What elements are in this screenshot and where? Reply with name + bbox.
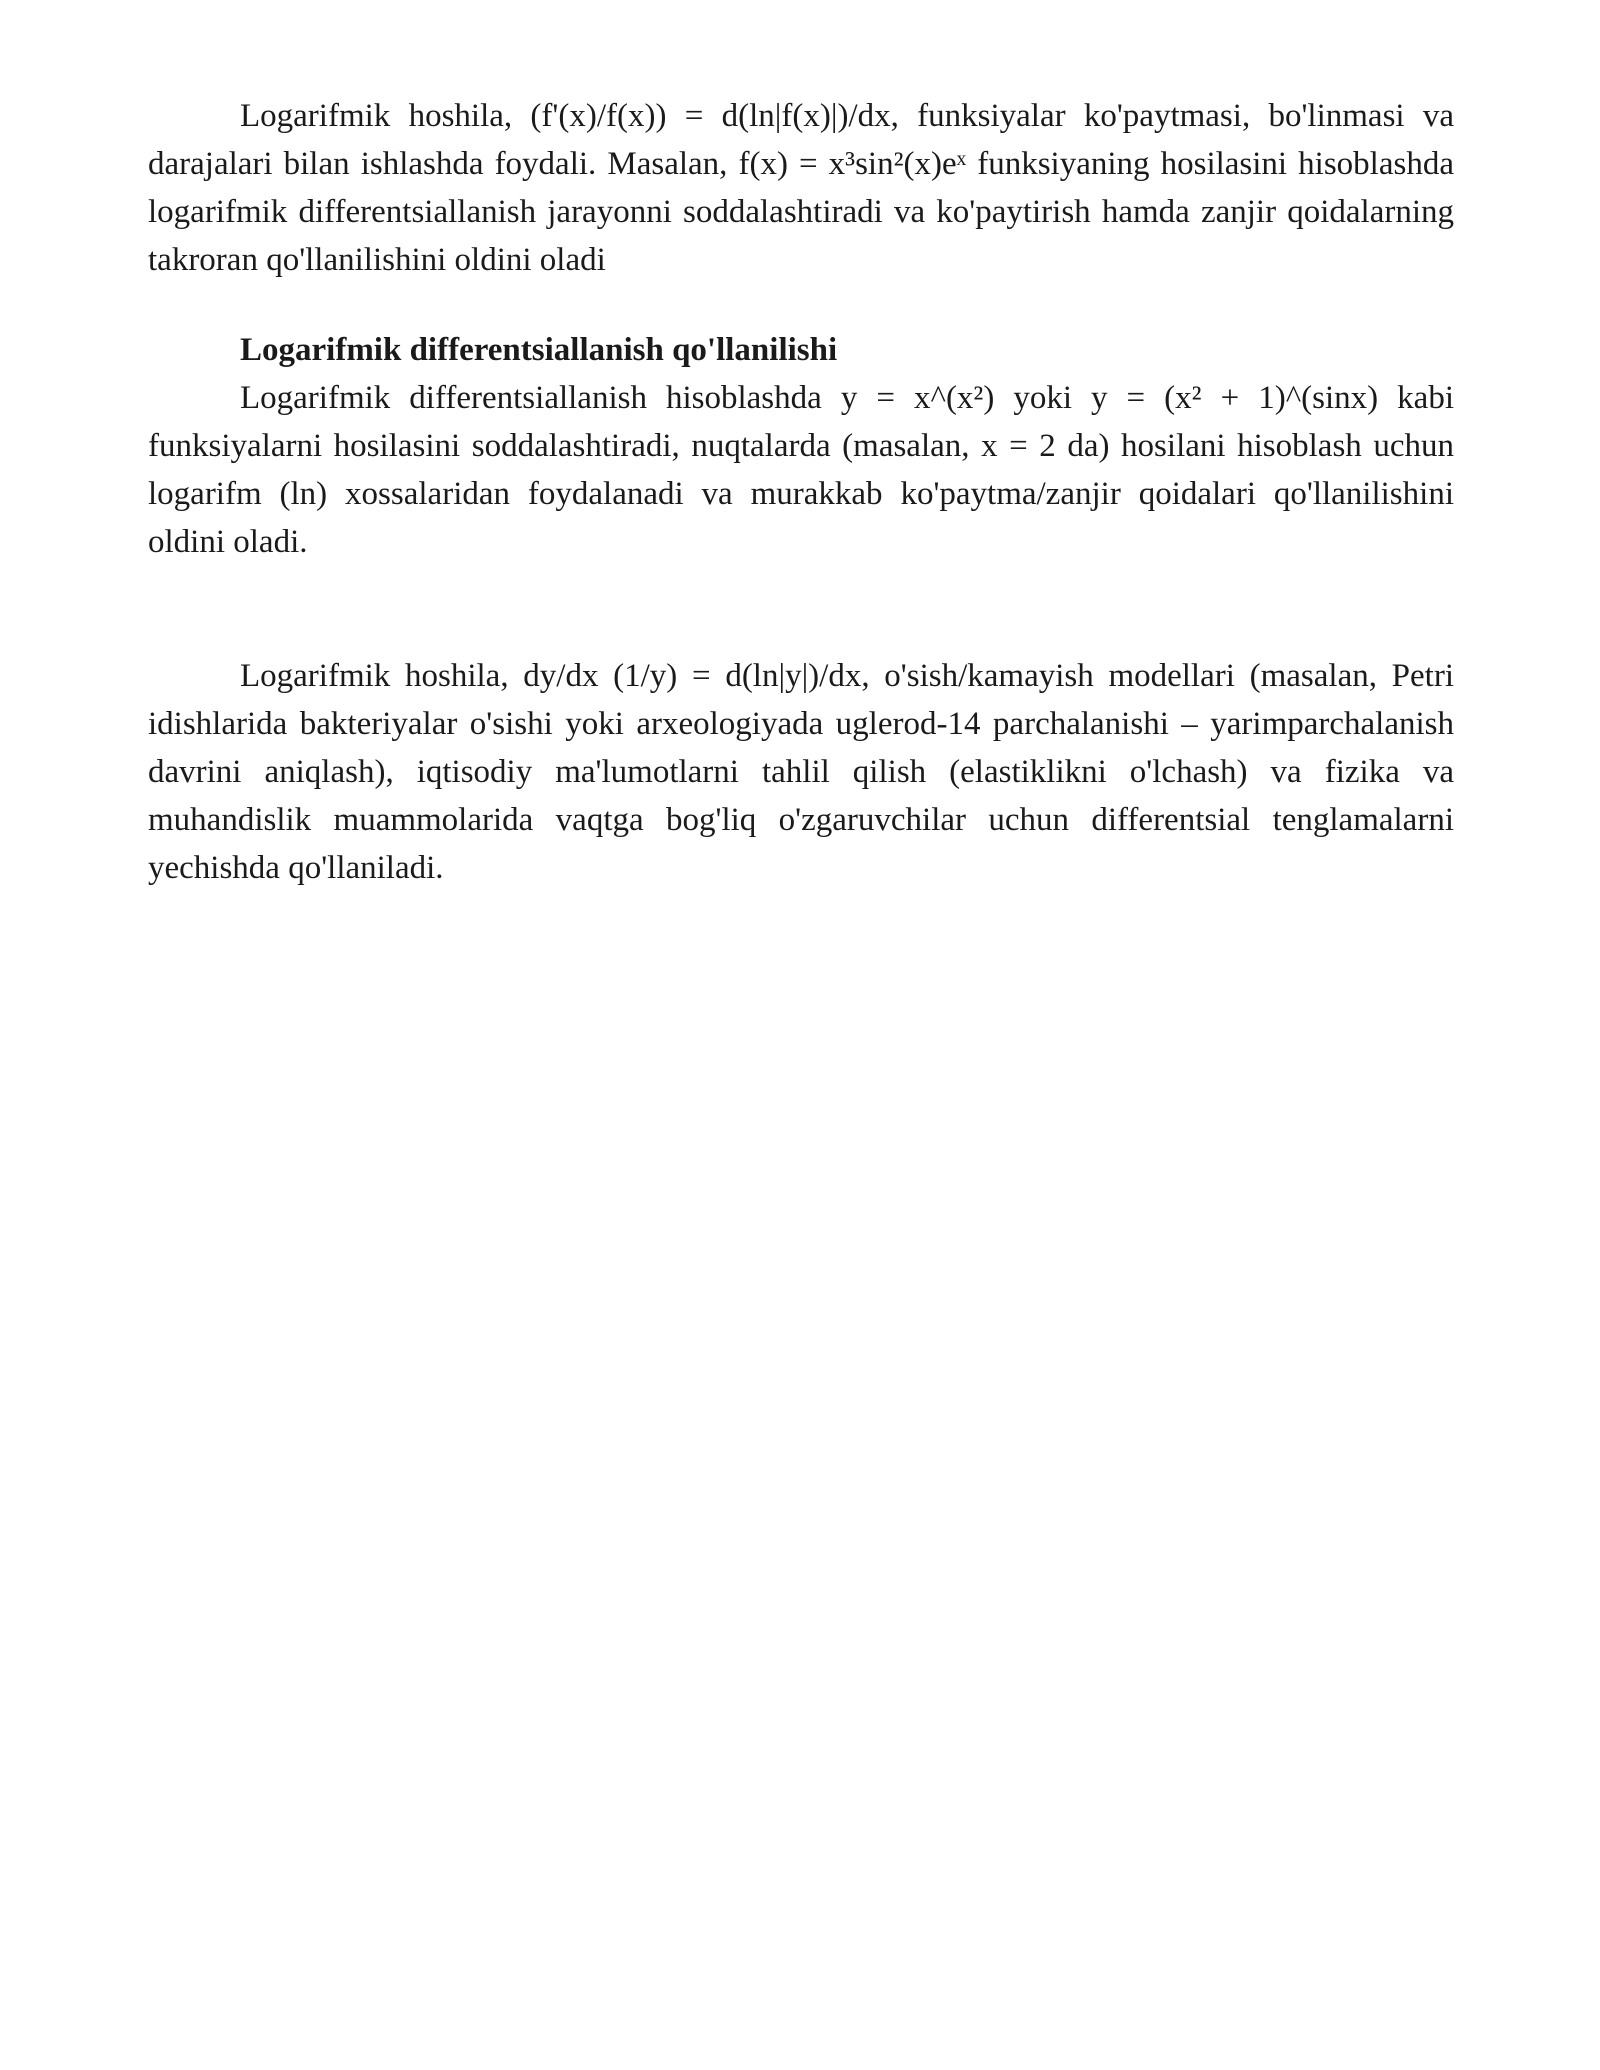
paragraph-applications: Logarifmik differentsiallanish hisoblashda y = x^(x²) yoki y = (x² + 1)^(sinx) kabi funksiyalarni hosilasini soddalashtiradi, nuqtalarda (masalan, x = 2 da) hosilani hisoblash uchun logarifm (ln) xossalaridan foydalanadi va murakkab ko'paytma/zanjir qoidalari qo'llanilishini oldini oladi. [148, 380, 1454, 560]
paragraph-growth-models: Logarifmik hoshila, dy/dx (1/y) = d(ln|y|)/dx, o'sish/kamayish modellari (masalan, Petri idishlarida bakteriyalar o'sishi yoki arxeologiyada uglerod-14 parchalanishi – yarimparchalanish davrini aniqlash), iqtisodiy ma'lumotlarni tahlil qilish (elastiklikni o'lchash) va fizika va muhandislik muammolarida vaqtga bog'liq o'zgaruvchilar uchun differentsial tenglamalarni yechishda qo'llaniladi. [148, 658, 1454, 886]
paragraph-spacer [148, 566, 1454, 652]
section-heading: Logarifmik differentsiallanish qo'llanilishi [240, 332, 838, 368]
document-page [148, 92, 1454, 892]
paragraph-spacer [148, 284, 1454, 326]
paragraph-logarithmic-derivative-intro: Logarifmik hoshila, (f'(x)/f(x)) = d(ln|f(x)|)/dx, funksiyalar ko'paytmasi, bo'linmasi va darajalari bilan ishlashda foydali. Masalan, f(x) = x³sin²(x)eˣ funksiyaning hosilasini hisoblashda logarifmik differentsiallanish jarayonni soddalashtiradi va ko'paytirish hamda zanjir qoidalarning takroran qo'llanilishini oldini oladi [148, 98, 1454, 278]
